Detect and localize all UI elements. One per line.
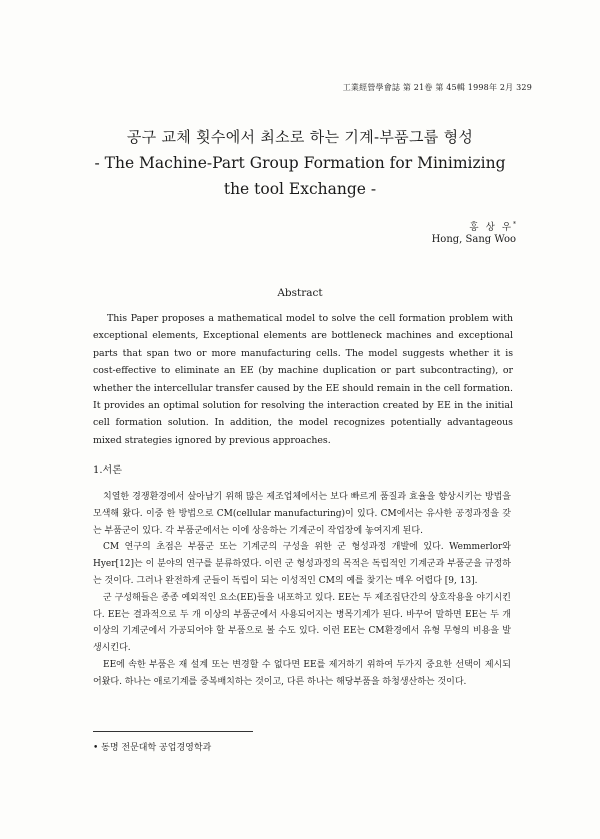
author-korean — [469, 219, 516, 233]
paragraph: 치열한 경쟁환경에서 살아남기 위해 많은 제조업체에서는 보다 빠르게 품질과 효율을 향상시키는 방법을 모색해 왔다. 이중 한 방법으로 CM(cellular manufacturing)이 있다. CM에서는 유사한 공정과정을 갖는 부품군이 있다. 각 부품군에서는 이에 상응하는 기계군이 작업장에 놓여지게 된다. — [93, 492, 511, 536]
author-english: Hong, Sang Woo — [431, 234, 516, 245]
section-heading: 1.서론 — [93, 465, 122, 476]
title-english-line2: the tool Exchange - — [223, 180, 377, 198]
paragraph: EE에 속한 부품은 재 설계 또는 변경할 수 없다면 EE를 제거하기 위하여 두가지 중요한 선택이 제시되어왔다. 하나는 애로기계를 중복배치하는 것이고, 다른 하나는 해당부품을 하청생산하는 것이다. — [93, 659, 511, 687]
footnote-divider — [93, 731, 253, 732]
author-korean-name: 홍 상 우 — [469, 222, 513, 233]
abstract-heading: Abstract — [277, 287, 323, 299]
title-english-line1: - The Machine-Part Group Formation for Minimizing — [94, 154, 506, 172]
abstract-text: This Paper proposes a mathematical model to solve the cell formation problem with exceptional elements, Exceptional elements are bottleneck machines and exceptional parts that span two or more manufacturing cells. The model suggests whether it is cost-effective to eliminate an EE (by machine duplication or part subcontracting), or whether the intercellular transfer caused by the EE should remain in the cell formation. It provides an optimal solution for resolving the interaction created by EE in the initial cell formation solution. In addition, the model recognizes potentially advantageous mixed strategies ignored by previous approaches. — [93, 313, 513, 446]
section-body — [93, 489, 511, 691]
author-footnote-mark: * — [513, 220, 516, 228]
journal-header: 工業經營學會誌 第 21卷 第 45輯 1998年 2月 329 — [342, 83, 532, 92]
paragraph: 군 구성해들은 종종 예외적인 요소(EE)들을 내포하고 있다. EE는 두 제조집단간의 상호작용을 야기시킨다. EE는 결과적으로 두 개 이상의 부품군에서 사용되어지는 병목기계가 된다. 바꾸어 말하면 EE는 두 개 이상의 기계군에서 가공되어야 할 부품으로 볼 수도 있다. 이런 EE는 CM환경에서 유형 무형의 비용을 발생시킨다. — [93, 592, 511, 654]
abstract-body — [93, 310, 513, 449]
paragraph: CM 연구의 초점은 부품군 또는 기계군의 구성을 위한 군 형성과정 개발에 있다. Wemmerlor와 Hyer[12]는 이 분야의 연구를 분류하였다. 이런 군 형성과정의 목적은 독립적인 기계군과 부품군을 규정하는 것이다. 그러나 완전하게 군들이 독립이 되는 이성적인 CM의 예를 찾기는 매우 어렵다 [9, 13]. — [93, 542, 511, 586]
title-korean: 공구 교체 횟수에서 최소로 하는 기계-부품그룹 형성 — [126, 128, 474, 146]
footnote-affiliation: • 동명 전문대학 공업경영학과 — [93, 743, 212, 753]
